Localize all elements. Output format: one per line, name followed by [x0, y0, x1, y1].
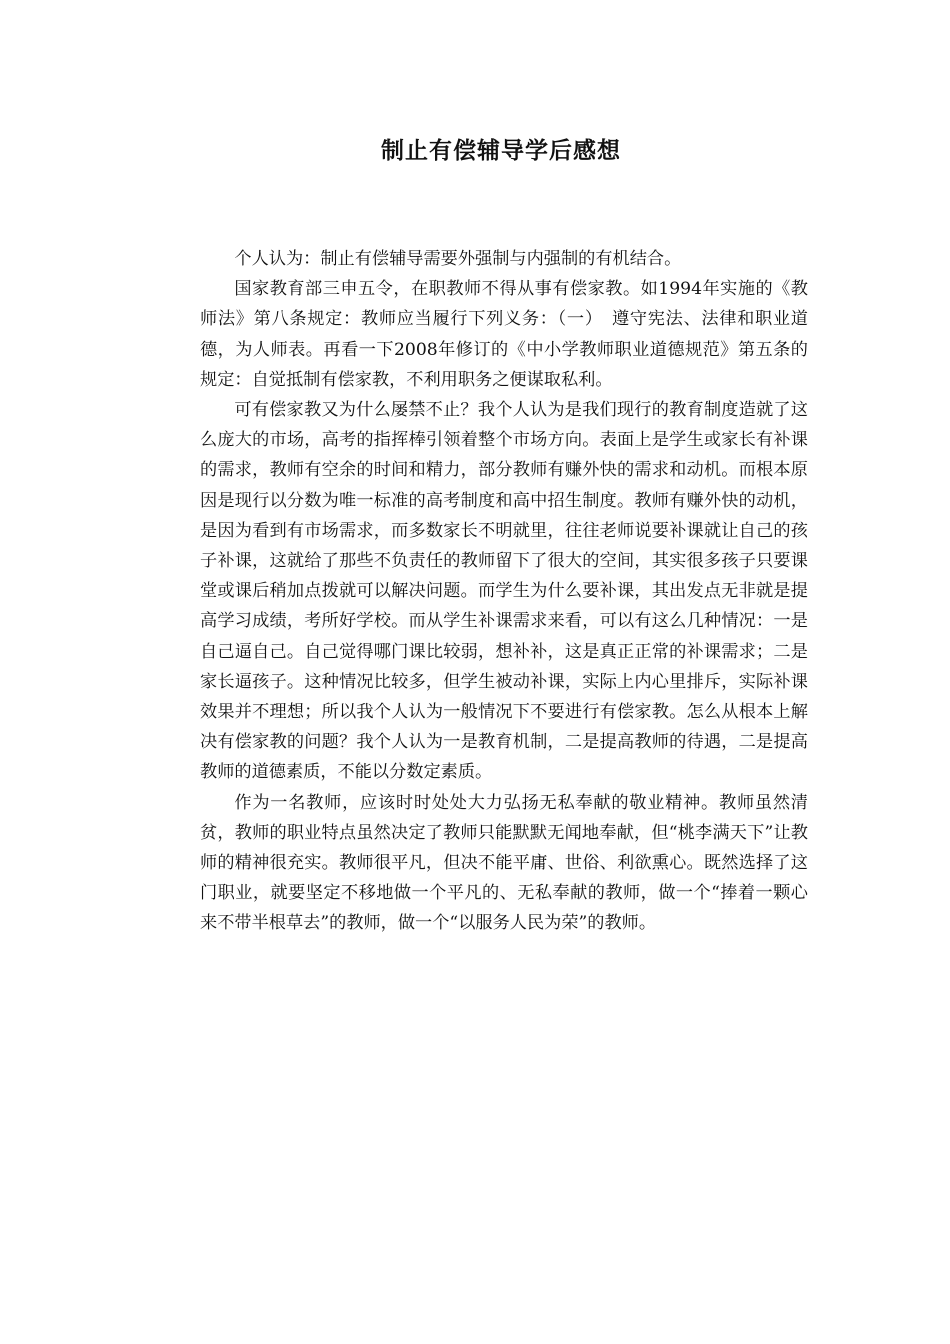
paragraph-2: 国家教育部三申五令，在职教师不得从事有偿家教。如1994年实施的《教师法》第八条规定：教师应当履行下列义务：（一） 遵守宪法、法律和职业道德，为人师表。再看一下2008年修订的《中小学教师职业道德规范》第五条的规定：自觉抵制有偿家教，不利用职务之便谋取私利。 [200, 279, 808, 390]
document-title: 制止有偿辅导学后感想 [381, 138, 621, 164]
paragraph-3: 可有偿家教又为什么屡禁不止？我个人认为是我们现行的教育制度造就了这么庞大的市场，高考的指挥棒引领着整个市场方向。表面上是学生或家长有补课的需求，教师有空余的时间和精力，部分教师有赚外快的需求和动机。而根本原因是现行以分数为唯一标准的高考制度和高中招生制度。教师有赚外快的动机，是因为看到有市场需求，而多数家长不明就里，往往老师说要补课就让自己的孩子补课，这就给了那些不负责任的教师留下了很大的空间，其实很多孩子只要课堂或课后稍加点拨就可以解决问题。而学生为什么要补课，其出发点无非就是提高学习成绩，考所好学校。而从学生补课需求来看，可以有这么几种情况：一是自己逼自己。自己觉得哪门课比较弱，想补补，这是真正正常的补课需求；二是家长逼孩子。这种情况比较多，但学生被动补课，实际上内心里排斥，实际补课效果并不理想；所以我个人认为一般情况下不要进行有偿家教。怎么从根本上解决有偿家教的问题？我个人认为一是教育机制，二是提高教师的待遇，二是提高教师的道德素质，不能以分数定素质。 [200, 400, 808, 783]
paragraph-4: 作为一名教师，应该时时处处大力弘扬无私奉献的敬业精神。教师虽然清贫，教师的职业特点虽然决定了教师只能默默无闻地奉献，但“桃李满天下”让教师的精神很充实。教师很平凡，但决不能平庸、世俗、利欲熏心。既然选择了这门职业，就要坚定不移地做一个平凡的、无私奉献的教师，做一个“捧着一颗心来不带半根草去”的教师，做一个“以服务人民为荣”的教师。 [200, 792, 808, 934]
document-body [200, 244, 808, 939]
paragraph-1: 个人认为：制止有偿辅导需要外强制与内强制的有机结合。 [234, 249, 682, 269]
